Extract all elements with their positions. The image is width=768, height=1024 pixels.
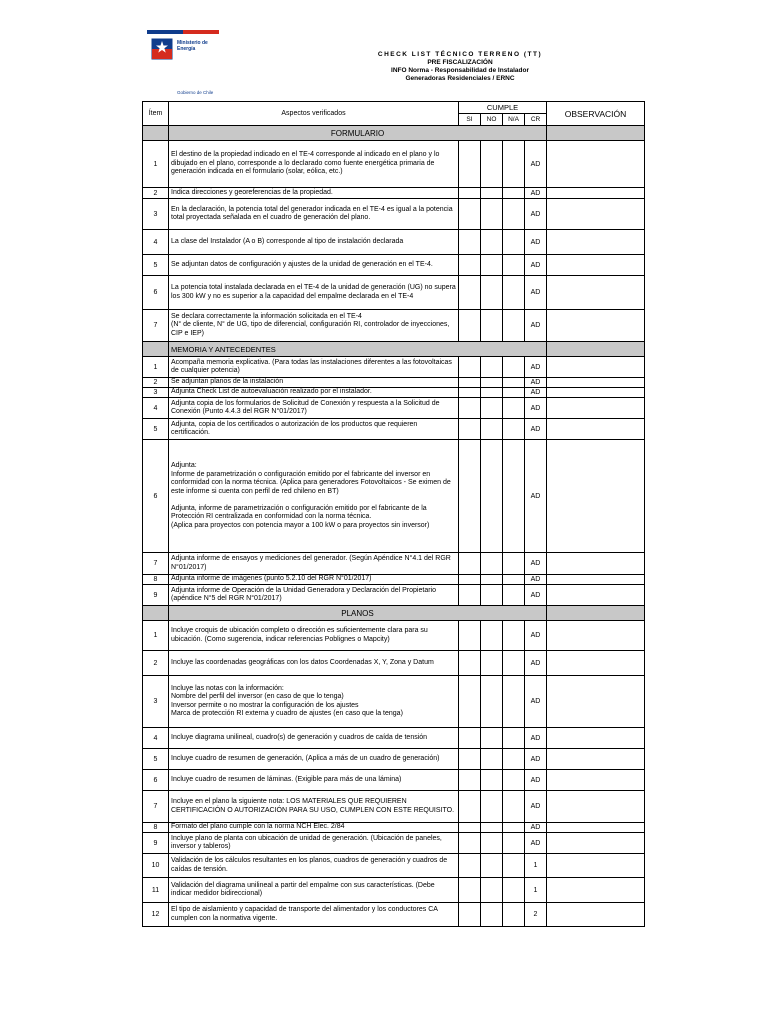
si-cell[interactable]	[459, 728, 481, 749]
column-header-si: SI	[459, 114, 481, 126]
na-cell[interactable]	[503, 854, 525, 878]
observacion-cell[interactable]	[547, 276, 645, 310]
item-number: 2	[143, 188, 169, 199]
no-cell[interactable]	[481, 651, 503, 676]
aspect-text: Adjunta informe de ensayos y mediciones del generador. (Según Apéndice N°4.1 del RGR N°01/2017)	[171, 555, 453, 571]
item-number: 2	[143, 651, 169, 676]
logo-flag-bar	[147, 30, 219, 34]
table-row	[143, 398, 645, 419]
item-number: 8	[143, 575, 169, 585]
si-cell[interactable]	[459, 676, 481, 728]
na-cell[interactable]	[503, 749, 525, 770]
si-cell[interactable]	[459, 621, 481, 651]
cr-cell: AD	[525, 440, 547, 553]
no-cell[interactable]	[481, 188, 503, 199]
observacion-cell[interactable]	[547, 833, 645, 854]
column-header-item: Ítem	[143, 102, 169, 126]
table-row	[143, 621, 645, 651]
cr-cell: AD	[525, 199, 547, 230]
item-number: 1	[143, 141, 169, 188]
cr-cell: AD	[525, 141, 547, 188]
logo-ministry-text: Ministerio de Energía	[177, 40, 208, 52]
no-cell[interactable]	[481, 357, 503, 378]
cr-cell: AD	[525, 310, 547, 342]
observacion-cell[interactable]	[547, 585, 645, 606]
no-cell[interactable]	[481, 378, 503, 388]
si-cell[interactable]	[459, 310, 481, 342]
section-title: FORMULARIO	[169, 126, 547, 141]
table-row	[143, 676, 645, 728]
ministry-logo	[147, 30, 219, 100]
observacion-cell[interactable]	[547, 621, 645, 651]
item-number: 9	[143, 833, 169, 854]
table-row	[143, 141, 645, 188]
column-header-no: NO	[481, 114, 503, 126]
na-cell[interactable]	[503, 230, 525, 255]
aspect-text: Validación del diagrama unilineal a partir del empalme con sus características. (Debe indicar medidor bidireccional)	[171, 881, 437, 897]
no-cell[interactable]	[481, 770, 503, 791]
no-cell[interactable]	[481, 749, 503, 770]
aspect-text: Adjunta informe de imágenes (punto 5.2.10 del RGR N°01/2017)	[171, 575, 372, 583]
no-cell[interactable]	[481, 791, 503, 823]
no-cell[interactable]	[481, 823, 503, 833]
cr-cell: AD	[525, 357, 547, 378]
cr-cell: 1	[525, 878, 547, 903]
na-cell[interactable]	[503, 398, 525, 419]
na-cell[interactable]	[503, 903, 525, 927]
table-row	[143, 276, 645, 310]
item-number: 3	[143, 199, 169, 230]
item-number: 11	[143, 878, 169, 903]
observacion-cell[interactable]	[547, 388, 645, 398]
cr-cell: AD	[525, 770, 547, 791]
no-cell[interactable]	[481, 621, 503, 651]
observacion-cell[interactable]	[547, 651, 645, 676]
no-cell[interactable]	[481, 553, 503, 575]
logo-government-text: Gobierno de Chile	[177, 90, 214, 95]
si-cell[interactable]	[459, 833, 481, 854]
aspect-text: Se adjuntan planos de la instalación	[171, 378, 284, 386]
observacion-cell[interactable]	[547, 357, 645, 378]
si-cell[interactable]	[459, 398, 481, 419]
na-cell[interactable]	[503, 651, 525, 676]
item-number: 6	[143, 770, 169, 791]
cr-cell: AD	[525, 398, 547, 419]
observacion-cell[interactable]	[547, 398, 645, 419]
no-cell[interactable]	[481, 230, 503, 255]
item-number: 1	[143, 621, 169, 651]
si-cell[interactable]	[459, 823, 481, 833]
observacion-cell[interactable]	[547, 823, 645, 833]
table-row	[143, 255, 645, 276]
si-cell[interactable]	[459, 378, 481, 388]
column-header-cr: CR	[525, 114, 547, 126]
header-subtitle: PRE FISCALIZACIÓN	[427, 59, 493, 66]
no-cell[interactable]	[481, 141, 503, 188]
column-header-na: N/A	[503, 114, 525, 126]
na-cell[interactable]	[503, 791, 525, 823]
cr-cell: AD	[525, 585, 547, 606]
table-row	[143, 378, 645, 388]
item-number: 7	[143, 310, 169, 342]
observacion-cell[interactable]	[547, 188, 645, 199]
item-number: 6	[143, 276, 169, 310]
table-row	[143, 833, 645, 854]
section-header-row	[143, 126, 645, 141]
aspect-text: La clase del Instalador (A o B) corresponde al tipo de instalación declarada	[171, 237, 404, 245]
observacion-cell[interactable]	[547, 255, 645, 276]
observacion-cell[interactable]	[547, 553, 645, 575]
aspect-text: Incluye cuadro de resumen de láminas. (Exigible para más de una lámina)	[171, 775, 402, 783]
cr-cell: AD	[525, 676, 547, 728]
no-cell[interactable]	[481, 388, 503, 398]
aspect-text: Se declara correctamente la información solicitada en el TE-4 (N° de cliente, N° de UG, tipo de diferencial, configuración RI, controlador de inyecciones, CIP e IEP)	[171, 312, 450, 337]
observacion-cell[interactable]	[547, 419, 645, 440]
item-number: 9	[143, 585, 169, 606]
si-cell[interactable]	[459, 553, 481, 575]
cr-cell: AD	[525, 230, 547, 255]
no-cell[interactable]	[481, 728, 503, 749]
item-number: 6	[143, 440, 169, 553]
na-cell[interactable]	[503, 419, 525, 440]
observacion-cell[interactable]	[547, 676, 645, 728]
si-cell[interactable]	[459, 141, 481, 188]
table-row	[143, 651, 645, 676]
no-cell[interactable]	[481, 440, 503, 553]
na-cell[interactable]	[503, 621, 525, 651]
aspect-text: Formato del plano cumple con la norma NCH Elec. 2/84	[171, 823, 345, 831]
aspect-text: Indica direcciones y georeferencias de la propiedad.	[171, 188, 333, 196]
aspect-text: Adjunta Check List de autoevaluación realizado por el instalador.	[171, 388, 372, 396]
item-number: 4	[143, 398, 169, 419]
cr-cell: AD	[525, 188, 547, 199]
aspect-text: La potencia total instalada declarada en el TE-4 de la unidad de generación (UG) no supera los 300 kW y no es superior a la capacidad del empalme declarada en el TE-4	[171, 284, 458, 300]
na-cell[interactable]	[503, 833, 525, 854]
no-cell[interactable]	[481, 255, 503, 276]
si-cell[interactable]	[459, 585, 481, 606]
si-cell[interactable]	[459, 749, 481, 770]
si-cell[interactable]	[459, 419, 481, 440]
na-cell[interactable]	[503, 728, 525, 749]
cr-cell: AD	[525, 749, 547, 770]
observacion-cell[interactable]	[547, 791, 645, 823]
observacion-cell[interactable]	[547, 440, 645, 553]
na-cell[interactable]	[503, 378, 525, 388]
table-row	[143, 419, 645, 440]
no-cell[interactable]	[481, 398, 503, 419]
na-cell[interactable]	[503, 357, 525, 378]
aspect-text: Adjunta, copia de los certificados o autorización de los productos que requieren certificación.	[171, 420, 420, 436]
cr-cell: 2	[525, 903, 547, 927]
chile-coat-of-arms-icon	[151, 38, 173, 60]
checklist-body	[143, 126, 645, 927]
table-row	[143, 553, 645, 575]
aspect-text: Adjunta informe de Operación de la Unidad Generadora y Declaración del Propietario (apéndice N°5 del RGR N°01/2017)	[171, 586, 438, 602]
item-number: 4	[143, 728, 169, 749]
no-cell[interactable]	[481, 903, 503, 927]
document-header	[360, 51, 560, 83]
na-cell[interactable]	[503, 188, 525, 199]
observacion-cell[interactable]	[547, 199, 645, 230]
no-cell[interactable]	[481, 310, 503, 342]
table-row	[143, 749, 645, 770]
table-row	[143, 310, 645, 342]
aspect-text: En la declaración, la potencia total del generador indicada en el TE-4 es igual a la potencia total proyectada señalada en el cuadro de generación del plano.	[171, 205, 455, 221]
aspect-text: Adjunta copia de los formularios de Solicitud de Conexión y respuesta a la Solicitud de Conexión (Punto 4.4.3 del RGR N°01/2017)	[171, 399, 442, 415]
table-row	[143, 357, 645, 378]
item-number: 12	[143, 903, 169, 927]
item-number: 4	[143, 230, 169, 255]
si-cell[interactable]	[459, 199, 481, 230]
na-cell[interactable]	[503, 878, 525, 903]
table-row	[143, 878, 645, 903]
no-cell[interactable]	[481, 199, 503, 230]
cr-cell: AD	[525, 276, 547, 310]
item-number: 3	[143, 388, 169, 398]
item-number: 7	[143, 791, 169, 823]
item-number: 5	[143, 255, 169, 276]
observacion-cell[interactable]	[547, 230, 645, 255]
checklist-table	[142, 101, 645, 927]
aspect-text: Adjunta: Informe de parametrización o configuración emitido por el fabricante del inversor en conformidad con la norma técnica. (Aplica para generadores Fotovoltaicos - Se eximen de este informe si cuenta con perfil de red chileno en BT) Adjunta, informe de parametrización o configuración emitido por el fabricante de la Protección RI centralizada en conformidad con la norma técnica. (Aplica para proyectos con potencia mayor a 100 kW o para proyectos sin inversor)	[171, 462, 451, 529]
header-category: Generadoras Residenciales / ERNC	[405, 75, 515, 82]
section-title: PLANOS	[169, 606, 547, 621]
si-cell[interactable]	[459, 255, 481, 276]
na-cell[interactable]	[503, 310, 525, 342]
cr-cell: AD	[525, 378, 547, 388]
cr-cell: 1	[525, 854, 547, 878]
aspect-text: Incluye croquis de ubicación completo o dirección es suficientemente clara para su ubicación. (Como sugerencia, indicar referencias Poblignes o Mapcity)	[171, 627, 430, 643]
observacion-cell[interactable]	[547, 575, 645, 585]
table-row	[143, 585, 645, 606]
cr-cell: AD	[525, 553, 547, 575]
cr-cell: AD	[525, 791, 547, 823]
na-cell[interactable]	[503, 575, 525, 585]
cr-cell: AD	[525, 651, 547, 676]
table-row	[143, 440, 645, 553]
item-number: 10	[143, 854, 169, 878]
aspect-text: Incluye plano de planta con ubicación de unidad de generación. (Ubicación de paneles, inversor y tableros)	[171, 834, 444, 850]
si-cell[interactable]	[459, 230, 481, 255]
aspect-text: Incluye cuadro de resumen de generación, (Aplica a más de un cuadro de generación)	[171, 754, 440, 762]
aspect-text: Se adjuntan datos de configuración y ajustes de la unidad de generación en el TE-4.	[171, 260, 433, 268]
cr-cell: AD	[525, 621, 547, 651]
si-cell[interactable]	[459, 854, 481, 878]
item-number: 2	[143, 378, 169, 388]
aspect-text: Incluye las coordenadas geográficas con los datos Coordenadas X, Y, Zona y Datum	[171, 658, 434, 666]
no-cell[interactable]	[481, 585, 503, 606]
table-row	[143, 854, 645, 878]
aspect-text: El tipo de aislamiento y capacidad de transporte del alimentador y los conductores CA cumplen con la normativa vigente.	[171, 906, 440, 922]
cr-cell: AD	[525, 833, 547, 854]
table-row	[143, 823, 645, 833]
aspect-text: El destino de la propiedad indicado en el TE-4 corresponde al indicado en el plano y lo dibujado en el plano, corresponde a lo declarado como fuente energética primaria de generación indicada en el formulario (solar, eólica, etc.)	[171, 151, 442, 176]
na-cell[interactable]	[503, 255, 525, 276]
item-number: 3	[143, 676, 169, 728]
na-cell[interactable]	[503, 388, 525, 398]
na-cell[interactable]	[503, 585, 525, 606]
section-header-row	[143, 342, 645, 357]
si-cell[interactable]	[459, 388, 481, 398]
table-row	[143, 388, 645, 398]
observacion-cell[interactable]	[547, 310, 645, 342]
si-cell[interactable]	[459, 770, 481, 791]
table-row	[143, 791, 645, 823]
si-cell[interactable]	[459, 440, 481, 553]
table-row	[143, 728, 645, 749]
no-cell[interactable]	[481, 676, 503, 728]
observacion-cell[interactable]	[547, 749, 645, 770]
si-cell[interactable]	[459, 357, 481, 378]
table-row	[143, 188, 645, 199]
table-row	[143, 199, 645, 230]
cr-cell: AD	[525, 419, 547, 440]
observacion-cell[interactable]	[547, 770, 645, 791]
no-cell[interactable]	[481, 854, 503, 878]
cr-cell: AD	[525, 388, 547, 398]
na-cell[interactable]	[503, 553, 525, 575]
aspect-text: Acompaña memoria explicativa. (Para todas las instalaciones diferentes a las fotovoltaicas de cualquier potencia)	[171, 358, 454, 374]
si-cell[interactable]	[459, 651, 481, 676]
no-cell[interactable]	[481, 878, 503, 903]
cr-cell: AD	[525, 575, 547, 585]
aspect-text: Incluye en el plano la siguiente nota: LOS MATERIALES QUE REQUIEREN CERTIFICACIÓN O AUTORIZACIÓN PARA SU USO, CUMPLEN CON ESTE REQUISITO.	[171, 798, 455, 814]
item-number: 5	[143, 419, 169, 440]
observacion-cell[interactable]	[547, 854, 645, 878]
no-cell[interactable]	[481, 575, 503, 585]
no-cell[interactable]	[481, 833, 503, 854]
aspect-text: Incluye diagrama unilineal, cuadro(s) de generación y cuadros de caída de tensión	[171, 733, 428, 741]
si-cell[interactable]	[459, 575, 481, 585]
item-number: 8	[143, 823, 169, 833]
cr-cell: AD	[525, 823, 547, 833]
no-cell[interactable]	[481, 276, 503, 310]
na-cell[interactable]	[503, 276, 525, 310]
observacion-cell[interactable]	[547, 903, 645, 927]
na-cell[interactable]	[503, 440, 525, 553]
na-cell[interactable]	[503, 676, 525, 728]
observacion-cell[interactable]	[547, 141, 645, 188]
header-title: CHECK LIST TÉCNICO TERRENO (TT)	[377, 51, 543, 58]
header-norma: INFO Norma - Responsabilidad de Instalador	[391, 67, 529, 74]
table-row	[143, 770, 645, 791]
table-row	[143, 903, 645, 927]
cr-cell: AD	[525, 255, 547, 276]
section-header-row	[143, 606, 645, 621]
si-cell[interactable]	[459, 188, 481, 199]
observacion-cell[interactable]	[547, 728, 645, 749]
na-cell[interactable]	[503, 199, 525, 230]
column-header-aspects: Aspectos verificados	[169, 102, 459, 126]
no-cell[interactable]	[481, 419, 503, 440]
item-number: 7	[143, 553, 169, 575]
column-header-cumple: CUMPLE	[459, 102, 547, 114]
si-cell[interactable]	[459, 903, 481, 927]
aspect-text: Validación de los cálculos resultantes en los planos, cuadros de generación y cuadros de caídas de tensión.	[171, 857, 450, 873]
column-header-observacion: OBSERVACIÓN	[547, 102, 645, 126]
na-cell[interactable]	[503, 770, 525, 791]
observacion-cell[interactable]	[547, 878, 645, 903]
aspect-text: Incluye las notas con la información: Nombre del perfil del inversor (en caso de que lo tenga) Inversor permite o no mostrar la configuración de los ajustes Marca de protección RI externa y cuadro de ajustes (en caso que la tenga)	[171, 684, 403, 717]
na-cell[interactable]	[503, 141, 525, 188]
table-row	[143, 575, 645, 585]
na-cell[interactable]	[503, 823, 525, 833]
section-title: MEMORIA Y ANTECEDENTES	[169, 342, 547, 357]
si-cell[interactable]	[459, 791, 481, 823]
item-number: 5	[143, 749, 169, 770]
si-cell[interactable]	[459, 276, 481, 310]
table-row	[143, 230, 645, 255]
si-cell[interactable]	[459, 878, 481, 903]
item-number: 1	[143, 357, 169, 378]
observacion-cell[interactable]	[547, 378, 645, 388]
cr-cell: AD	[525, 728, 547, 749]
